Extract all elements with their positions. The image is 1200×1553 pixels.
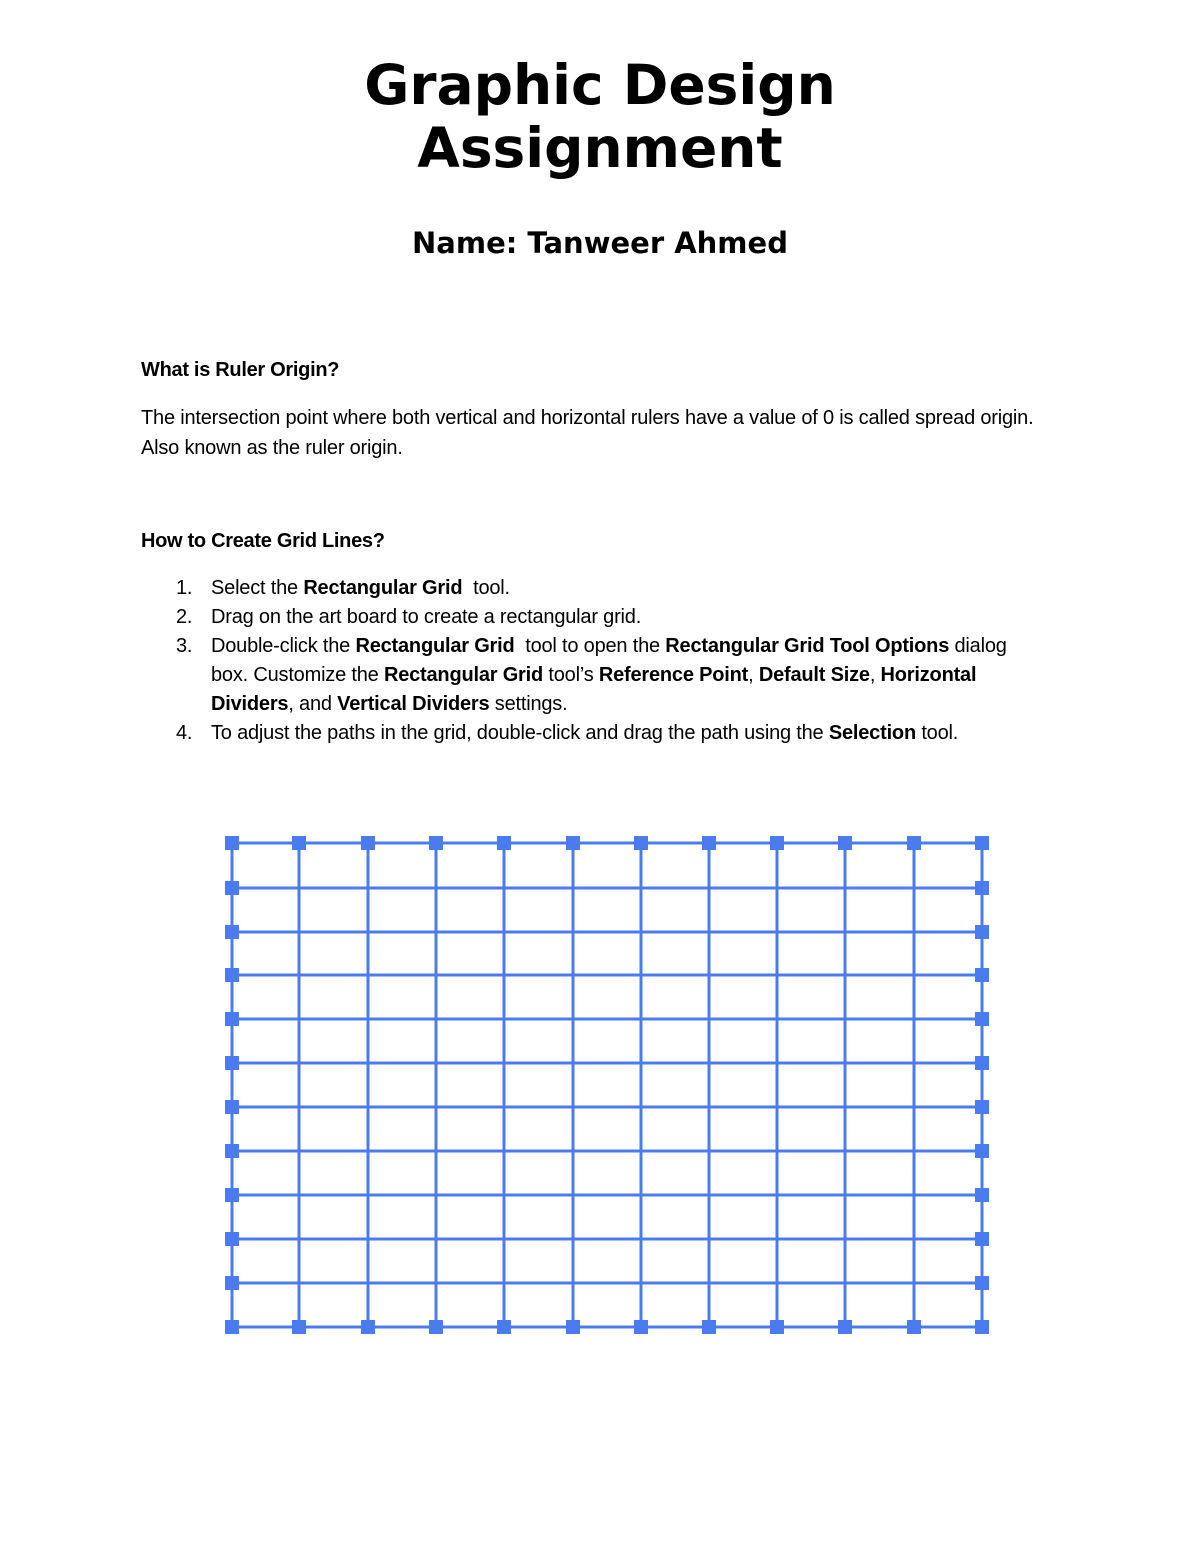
grid-anchor-handle [225,1188,239,1202]
grid-anchor-handle [225,1232,239,1246]
document-title-line-1: Graphic Design [364,53,836,117]
step-bold-term: Reference Point [598,664,749,686]
author-name: Name: Tanweer Ahmed [412,226,788,260]
section-heading-grid-lines: How to Create Grid Lines? [141,530,385,552]
step-text: , [748,664,759,686]
document-title-line-2: Assignment [417,116,783,180]
grid-anchor-handle [975,1320,989,1334]
step-text: Drag on the art board to create a rectangular grid. [211,606,642,628]
step-item [141,574,1041,603]
grid-anchor-handle [225,1056,239,1070]
step-text: Double-click the [211,635,356,657]
grid-anchor-handle [770,1320,784,1334]
step-text: dialog box. Customize the [211,635,1013,686]
step-bold-term: Rectangular Grid [355,635,515,657]
grid-anchor-handle [770,836,784,850]
grid-anchor-handle [975,1144,989,1158]
grid-steps-list [141,574,1041,748]
grid-anchor-handle [225,836,239,850]
grid-anchor-handle [225,881,239,895]
grid-anchor-handle [975,1012,989,1026]
step-text: To adjust the paths in the grid, double-click and drag the path using the [211,722,829,744]
step-number: 2. [176,606,193,628]
grid-anchor-handle [225,1144,239,1158]
grid-anchor-handle [702,1320,716,1334]
grid-anchor-handle [838,1320,852,1334]
grid-anchor-handle [497,836,511,850]
grid-anchor-handle [225,1320,239,1334]
grid-anchor-handle [975,925,989,939]
grid-anchor-handle [634,836,648,850]
grid-anchor-handle [838,836,852,850]
grid-anchor-handle [975,1188,989,1202]
grid-anchor-handle [634,1320,648,1334]
grid-anchor-handle [975,1232,989,1246]
step-item [141,719,1041,748]
grid-anchor-handle [975,1056,989,1070]
grid-anchor-handle [225,1012,239,1026]
step-item [141,632,1041,719]
grid-anchor-handle [429,1320,443,1334]
step-number: 3. [176,635,193,657]
step-bold-term: Rectangular Grid Tool Options [665,635,950,657]
step-number: 1. [176,577,193,599]
grid-anchor-handle [361,1320,375,1334]
grid-anchor-handle [975,968,989,982]
grid-anchor-handle [225,925,239,939]
step-bold-term: Rectangular Grid [303,577,463,599]
grid-anchor-handle [429,836,443,850]
grid-anchor-handle [292,1320,306,1334]
step-number: 4. [176,722,193,744]
step-bold-term: Selection [828,722,916,744]
grid-anchor-handle [225,1276,239,1290]
step-text: , and [288,693,338,715]
step-bold-term: Rectangular Grid [383,664,544,686]
step-text: Select the [211,577,304,599]
section-heading-ruler-origin: What is Ruler Origin? [141,359,340,381]
grid-anchor-handle [361,836,375,850]
step-text: tool. [462,577,510,599]
step-text: tool’s [543,664,599,686]
step-text: settings. [489,693,568,715]
grid-anchor-handle [225,1100,239,1114]
grid-anchor-handle [566,1320,580,1334]
step-text: , [869,664,881,686]
grid-anchor-handle [975,881,989,895]
step-text: tool. [915,722,959,744]
grid-anchor-handle [975,1100,989,1114]
step-bold-term: Horizontal Dividers [211,664,982,715]
step-text: tool to open the [514,635,666,657]
grid-anchor-handle [975,836,989,850]
grid-anchor-handle [566,836,580,850]
grid-anchor-handle [702,836,716,850]
grid-anchor-handle [907,1320,921,1334]
grid-anchor-handle [497,1320,511,1334]
grid-anchor-handle [975,1276,989,1290]
grid-anchor-handle [292,836,306,850]
ruler-origin-paragraph: The intersection point where both vertical and horizontal rulers have a value of 0 is called spread origin. Also known as the ruler origin. [141,407,1034,459]
grid-anchor-handle [907,836,921,850]
step-bold-term: Default Size [758,664,870,686]
grid-anchor-handle [225,968,239,982]
step-item [141,603,1041,632]
step-bold-term: Vertical Dividers [337,693,490,715]
